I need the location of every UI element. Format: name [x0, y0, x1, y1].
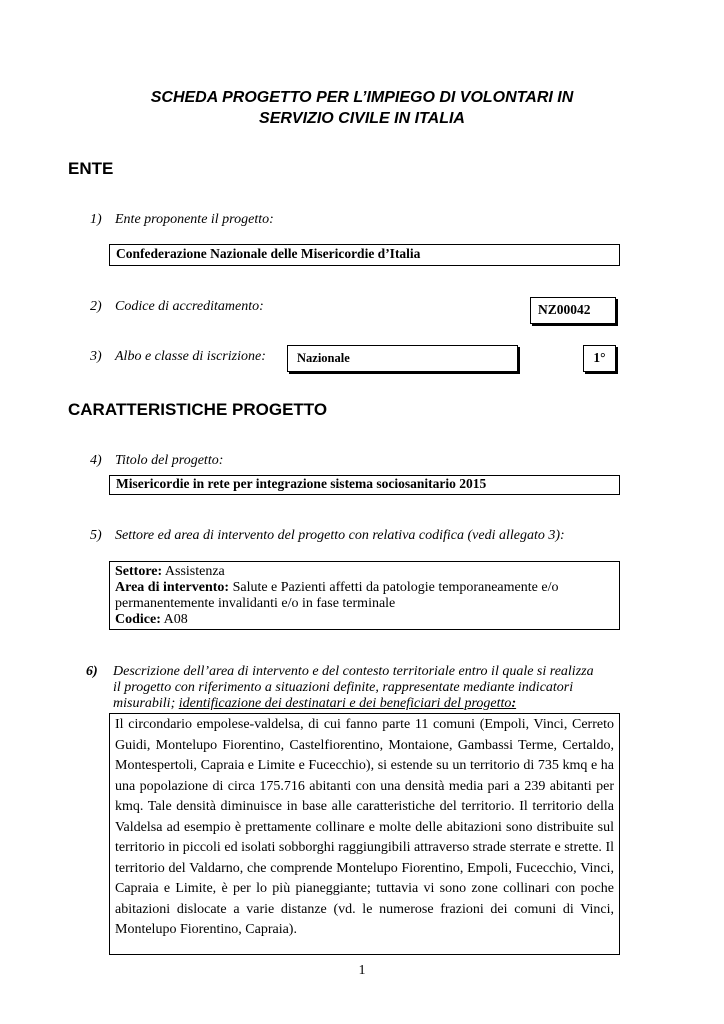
question-1-number: 1): [90, 212, 102, 227]
page-number: 1: [358, 963, 366, 978]
question-4-label: [90, 453, 223, 469]
codice-label: Codice:: [115, 612, 161, 627]
section-heading-ente: ENTE: [68, 159, 114, 178]
question-6-underlined: identificazione dei destinatari e dei beneficiari del progetto: [178, 696, 512, 711]
title-line-2: SERVIZIO CIVILE IN ITALIA: [259, 110, 465, 127]
question-4-number: 4): [90, 453, 102, 468]
question-3-label: [90, 349, 266, 365]
ente-proponente-field: Confederazione Nazionale delle Misericordie d’Italia: [109, 244, 620, 266]
section-heading-caratteristiche: CARATTERISTICHE PROGETTO: [68, 400, 328, 419]
settore-area-box: [109, 561, 620, 630]
codice-line: [115, 612, 614, 628]
area-value-2: permanentemente invalidanti e/o in fase terminale: [115, 596, 396, 611]
question-6-number: 6): [86, 664, 98, 679]
question-5-number: 5): [90, 528, 102, 543]
settore-label: Settore:: [115, 564, 163, 579]
question-6-line-1: Descrizione dell’area di intervento e del contesto territoriale entro il quale si realizza: [113, 664, 594, 679]
area-label: Area di intervento:: [115, 580, 230, 595]
question-3-number: 3): [90, 349, 102, 364]
classe-field: 1°: [583, 345, 616, 372]
question-6-colon: :: [511, 696, 517, 711]
question-2-label: [90, 299, 264, 315]
codice-accreditamento-field: NZ00042: [530, 297, 616, 324]
question-2-text: Codice di accreditamento:: [115, 299, 264, 314]
question-3-text: Albo e classe di iscrizione:: [115, 349, 266, 364]
question-1-label: [90, 212, 274, 228]
question-1-text: Ente proponente il progetto:: [115, 212, 274, 227]
settore-line: [115, 564, 614, 580]
codice-value: A08: [160, 612, 188, 627]
question-2-number: 2): [90, 299, 102, 314]
document-title: [0, 87, 724, 129]
settore-value: Assistenza: [162, 564, 225, 579]
title-line-1: SCHEDA PROGETTO PER L’IMPIEGO DI VOLONTARI IN: [150, 89, 574, 106]
question-6-line-3: [113, 696, 622, 712]
titolo-progetto-field: Misericordie in rete per integrazione sistema sociosanitario 2015: [109, 475, 620, 495]
area-value-1: Salute e Pazienti affetti da patologie temporaneamente e/o: [229, 580, 559, 595]
question-6-misurabili: misurabili;: [113, 696, 176, 711]
question-6-line-2: il progetto con riferimento a situazioni definite, rappresentate mediante indicatori: [113, 680, 574, 695]
area-line: [115, 580, 614, 596]
question-5-text: Settore ed area di intervento del progetto con relativa codifica (vedi allegato 3):: [115, 528, 565, 543]
descrizione-paragraph: Il circondario empolese-valdelsa, di cui fanno parte 11 comuni (Empoli, Vinci, Cerreto Guidi, Montelupo Fiorentino, Castelfiorentino, Montaione, Gambassi Terme, Certaldo, Montespertoli, Capraia e Limite e Fucecchio), si estende su un territorio di 735 kmq e ha una popolazione di circa 175.716 abitanti con una densità media pari a 239 abitanti per kmq. Tale densità diminuisce in base alle caratteristiche del territorio. Il territorio della Valdelsa ad esempio è prettamente collinare e molte delle abitazioni sono distribuite sul territorio in piccoli ed isolati sobborghi raggiungibili attraverso strade sterrate e strette. Il territorio del Valdarno, che comprende Montelupo Fiorentino, Empoli, Fucecchio, Vinci, Capraia e Limite, è per lo più pianeggiante; tuttavia vi sono zone collinari con poche abitazioni dislocate a varie distanze (vd. le numerose frazioni dei comuni di Vinci, Montelupo Fiorentino, Capraia).: [115, 717, 614, 937]
question-4-text: Titolo del progetto:: [115, 453, 224, 468]
albo-field: Nazionale: [287, 345, 518, 372]
descrizione-box: [109, 713, 620, 955]
question-6-label: [113, 664, 622, 712]
question-5-label: [90, 528, 565, 544]
